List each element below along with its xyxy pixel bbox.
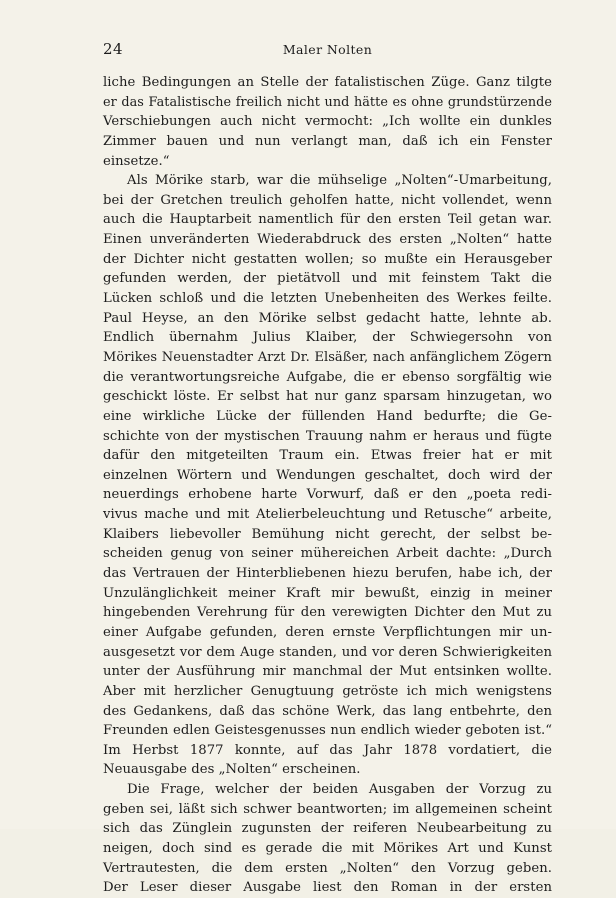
text-line: Freunden edlen Geistesgenusses nun endlich wieder geboten ist.“ xyxy=(103,723,552,739)
text-line: Vertrautesten, die dem ersten „Nolten“ den Vorzug geben. xyxy=(103,860,552,876)
text-line: Der Leser dieser Ausgabe liest den Roman in der ersten xyxy=(103,880,552,896)
text-line: Zimmer bauen und nun verlangt man, daß ich ein Fenster xyxy=(103,133,552,149)
text-line: einer Aufgabe gefunden, deren ernste Verpflichtungen mir un- xyxy=(103,624,552,640)
text-line: scheiden genug von seiner mühereichen Arbeit dachte: „Durch xyxy=(103,546,552,562)
text-line: er das Fatalistische freilich nicht und hätte es ohne grundstürzende xyxy=(103,94,552,110)
text-line: schichte von der mystischen Trauung nahm er heraus und fügte xyxy=(103,428,552,444)
text-line: gefunden werden, der pietätvoll und mit feinstem Takt die xyxy=(103,271,552,287)
text-line: sich das Zünglein zugunsten der reiferen Neubearbeitung zu xyxy=(103,821,552,837)
text-line: neigen, doch sind es gerade die mit Mörikes Art und Kunst xyxy=(103,840,552,856)
text-line: die verantwortungsreiche Aufgabe, die er ebenso sorgfältig wie xyxy=(103,369,552,385)
page-header xyxy=(103,40,552,58)
text-line: Endlich übernahm Julius Klaiber, der Schwiegersohn von xyxy=(103,330,552,346)
text-line: hingebenden Verehrung für den verewigten Dichter den Mut zu xyxy=(103,605,552,621)
text-line: dafür den mitgeteilten Traum ein. Etwas freier hat er mit xyxy=(103,448,552,464)
body-text xyxy=(103,73,552,898)
text-line: Die Frage, welcher der beiden Ausgaben der Vorzug zu xyxy=(127,782,552,798)
text-line: Paul Heyse, an den Mörike selbst gedacht hatte, lehnte ab. xyxy=(103,310,552,326)
text-line: der Dichter nicht gestatten wollen; so mußte ein Herausgeber xyxy=(103,251,552,267)
text-line: Neuausgabe des „Nolten“ erscheinen. xyxy=(103,762,361,778)
text-line: Unzulänglichkeit meiner Kraft mir bewußt, einzig in meiner xyxy=(103,585,552,601)
text-line: Einen unveränderten Wiederabdruck des ersten „Nolten“ hatte xyxy=(103,232,552,248)
text-line: Aber mit herzlicher Genugtuung getröste ich mich wenigstens xyxy=(103,683,552,699)
text-line: Verschiebungen auch nicht vermocht: „Ich wollte ein dunkles xyxy=(103,114,552,130)
text-line: neuerdings erhobene harte Vorwurf, daß er den „poeta redi- xyxy=(103,487,552,503)
text-line: das Vertrauen der Hinterbliebenen hiezu berufen, habe ich, der xyxy=(103,566,552,582)
text-line: einsetze.“ xyxy=(103,153,170,169)
text-line: Lücken schloß und die letzten Unebenheiten des Werkes feilte. xyxy=(103,291,552,307)
text-line: auch die Hauptarbeit namentlich für den ersten Teil getan war. xyxy=(103,212,552,228)
text-line: einzelnen Wörtern und Wendungen geschaltet, doch wird der xyxy=(103,467,552,483)
text-line: geben sei, läßt sich schwer beantworten; im allgemeinen scheint xyxy=(103,801,552,817)
text-line: liche Bedingungen an Stelle der fatalistischen Züge. Ganz tilgte xyxy=(103,75,552,90)
text-line: Klaibers liebevoller Bemühung nicht gerecht, der selbst be- xyxy=(103,526,552,542)
text-line: ausgesetzt vor dem Auge standen, und vor deren Schwierigkeiten xyxy=(103,644,552,660)
text-line: Im Herbst 1877 konnte, auf das Jahr 1878 vordatiert, die xyxy=(103,742,552,758)
page-number: 24 xyxy=(103,40,124,58)
text-line: eine wirkliche Lücke der füllenden Hand bedurfte; die Ge- xyxy=(103,408,552,424)
text-line: Mörikes Neuenstadter Arzt Dr. Elsäßer, nach anfänglichem Zögern xyxy=(103,349,552,365)
running-head: Maler Nolten xyxy=(282,42,373,57)
text-line: geschickt löste. Er selbst hat nur ganz sparsam hinzugetan, wo xyxy=(103,389,552,405)
text-line: vivus mache und mit Atelierbeleuchtung und Retusche“ arbeite, xyxy=(103,507,552,523)
text-line: bei der Gretchen treulich geholfen hatte, nicht vollendet, wenn xyxy=(103,192,552,208)
text-line: Als Mörike starb, war die mühselige „Nolten“-Umarbeitung, xyxy=(127,173,552,189)
text-line: unter der Ausführung mir manchmal der Mut entsinken wollte. xyxy=(103,664,552,680)
text-line: des Gedankens, daß das schöne Werk, das lang entbehrte, den xyxy=(103,703,552,719)
